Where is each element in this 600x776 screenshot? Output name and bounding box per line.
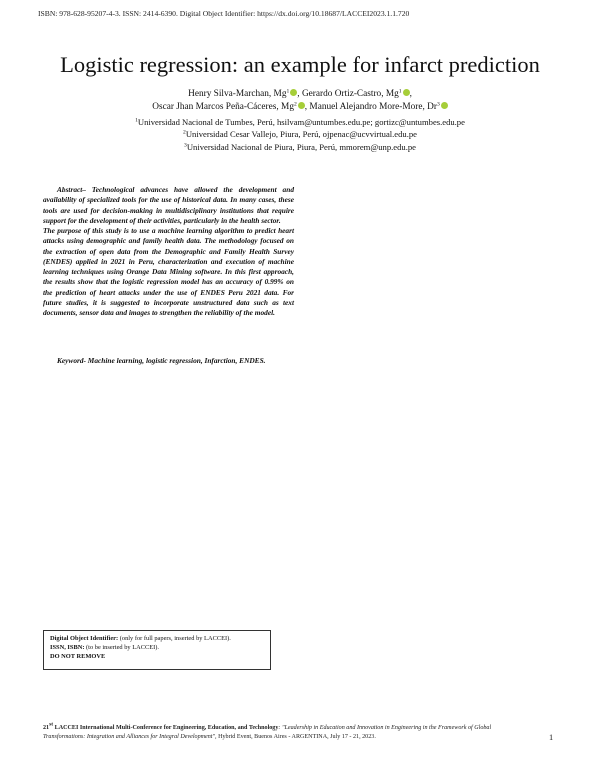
affiliation-line: $^2$Universidad Cesar Vallejo, Piura, Perú, ojpenac@ucvvirtual.edu.pe	[183, 129, 417, 140]
author-affil-sup: 1	[286, 88, 290, 95]
author-affil-sup: 1	[398, 88, 402, 95]
do-not-remove: DO NOT REMOVE	[50, 653, 106, 661]
author-line-2: Oscar Jhan Marcos Peña-Cáceres, Mg$^2$ , Manuel Alejandro More-More, Dr$^3$	[0, 101, 600, 114]
keywords	[43, 356, 294, 366]
abstract-paragraph-2: The purpose of this study is to use a machine learning algorithm to predict heart attacks using demographic and family health data. The methodology focused on the extraction of open data from the Demographic and Family Health Survey (ENDES) applied in 2021 in Peru, characterization and execution of machine learning techniques using Orange Data Mining software. In this first approach, the results show that the logistic regression model has an accuracy of 0.99% on the prediction of heart attacks under the use of ENDES Peru 2021 data. For future studies, it is suggested to incorporate unstructured data such as text documents, sensor data and images to strengthen the reliability of the model.	[43, 226, 294, 317]
author-name: Oscar Jhan Marcos Peña-Cáceres, Mg	[152, 102, 294, 113]
abstract	[43, 185, 294, 318]
author-name: Manuel Alejandro More-More, Dr	[309, 102, 437, 113]
orcid-icon[interactable]	[441, 102, 448, 109]
author-list	[0, 88, 600, 114]
affiliation-line: $^1$Universidad Nacional de Tumbes, Perú, hsilvam@untumbes.edu.pe; gortizc@untumbes.edu.pe	[135, 117, 465, 127]
page-number: 1	[549, 733, 554, 742]
affiliations	[0, 116, 600, 153]
doi-line: Digital Object Identifier: (only for full papers, inserted by LACCEI).	[50, 635, 231, 642]
keywords-text: Keyword- Machine learning, logistic regression, Infarction, ENDES.	[57, 356, 266, 365]
author-affil-sup: 2	[293, 101, 297, 108]
author-affil-sup: 3	[436, 101, 440, 108]
orcid-icon[interactable]	[298, 102, 305, 109]
author-line-1: Henry Silva-Marchan, Mg$^1$ , Gerardo Ortiz-Castro, Mg$^1$ ,	[188, 88, 412, 99]
issn-line: ISSN, ISBN: (to be inserted by LACCEI).	[50, 644, 159, 652]
abstract-paragraph-1: Abstract– Technological advances have allowed the development and availability of specialized tools for the use of historical data. In many cases, these tools are used for decision-making in multidisciplinary institutions that require support for the development of their activities, particularly in the health sector.	[43, 185, 294, 225]
orcid-icon[interactable]	[403, 89, 410, 96]
author-name: Henry Silva-Marchan, Mg	[188, 89, 287, 99]
affiliation-line: $^3$Universidad Nacional de Piura, Piura, Perú, mmorem@unp.edu.pe	[184, 141, 416, 152]
footer-line-2: Transformations: Integration and Alliances for Integral Development", Hybrid Event, Buenos Aires - ARGENTINA, July 17 - 21, 2023.	[43, 734, 376, 740]
author-name: Gerardo Ortiz-Castro, Mg	[301, 89, 399, 99]
paper-title: Logistic regression: an example for infarct prediction	[60, 52, 540, 77]
doi-notice-box	[43, 630, 271, 670]
footer-line-1: 21st LACCEI International Multi-Conference for Engineering, Education, and Technology: "Leadership in Education and Innovation in Engineering in the Framework of Global	[43, 721, 492, 731]
header-metadata: ISBN: 978-628-95207-4-3. ISSN: 2414-6390. Digital Object Identifier: https://dx.doi.org/10.18687/LACCEI2023.1.1.720	[38, 9, 410, 18]
page-footer	[43, 721, 543, 742]
